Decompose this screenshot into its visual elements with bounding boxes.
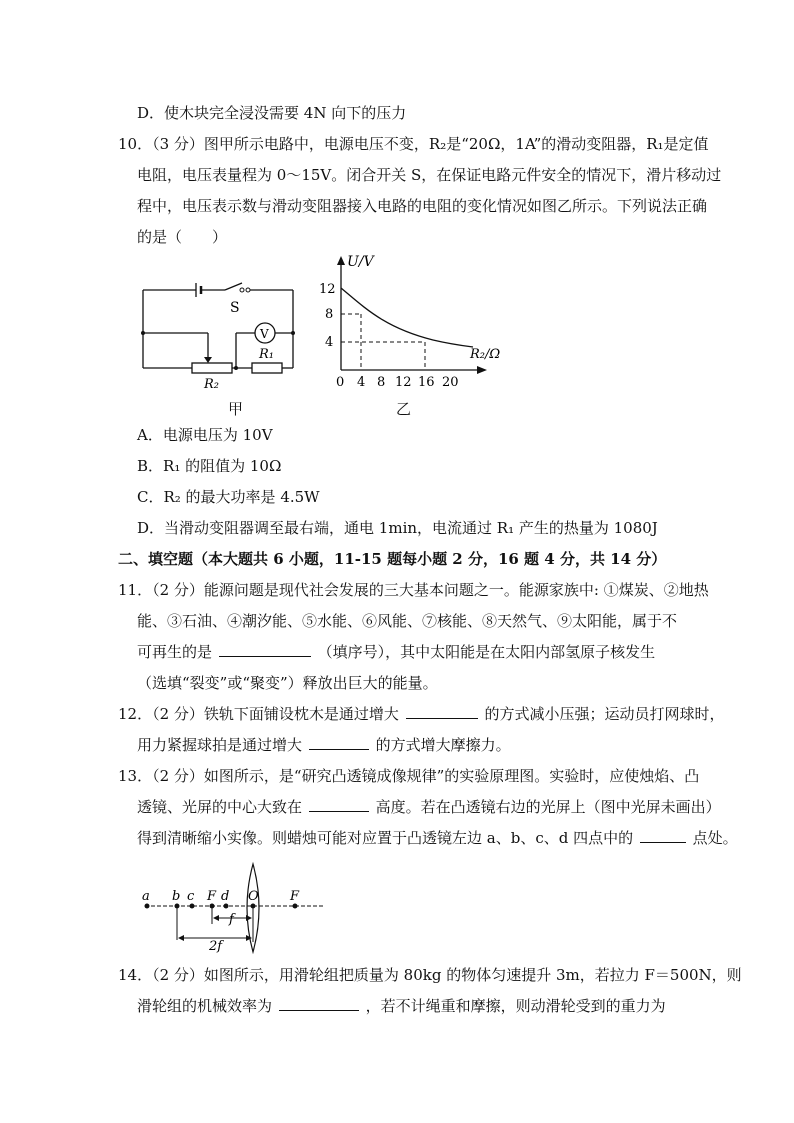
q11-blank-1[interactable] [219, 642, 311, 657]
q12-blank-2[interactable] [309, 735, 369, 750]
point-a [145, 904, 150, 909]
q13-line-3-start: 得到清晰缩小实像。则蜡烛可能对应置于凸透镜左边 a、b、c、d 四点中的 [137, 829, 634, 847]
q12-line-2 [137, 735, 511, 755]
q12-line-1 [118, 704, 724, 724]
label-a: a [142, 889, 150, 904]
y-tick-8: 8 [325, 307, 334, 322]
q11-line-2: 能、③石油、④潮汐能、⑤水能、⑥风能、⑦核能、⑧天然气、⑨太阳能，属于不 [137, 612, 678, 630]
y-axis-label: U/V [347, 254, 374, 270]
q10-stem-line-1: 10．（3 分）图甲所示电路中，电源电压不变，R₂是“20Ω，1A”的滑动变阻器，R₁是定值 [118, 135, 709, 153]
x-tick-0: 0 [336, 375, 345, 390]
point-d [224, 904, 229, 909]
lens-diagram [137, 860, 337, 955]
point-f-right [293, 904, 298, 909]
q13-blank-1[interactable] [309, 797, 369, 812]
q13-line-2-start: 透镜、光屏的中心大致在 [137, 798, 303, 816]
q10-stem-line-3: 程中，电压表示数与滑动变阻器接入电路的电阻的变化情况如图乙所示。下列说法正确 [137, 197, 708, 215]
label-f-right: F [290, 889, 300, 904]
label-d: d [221, 889, 230, 904]
q10-option-b: B．R₁ 的阻值为 10Ω [137, 457, 282, 475]
q11-line-4: （选填“裂变”或“聚变”）释放出巨大的能量。 [137, 674, 438, 692]
point-c [190, 904, 195, 909]
label-f-left: F [207, 889, 217, 904]
x-tick-4: 4 [357, 375, 366, 390]
slider-arrow-icon [204, 357, 212, 363]
q10-stem-line-4: 的是（ ） [137, 228, 228, 246]
r1-label: R₁ [259, 347, 274, 362]
q10-option-a: A．电源电压为 10V [137, 426, 273, 444]
graph-caption: 乙 [396, 400, 412, 418]
q13-line-3-end: 点处。 [692, 829, 738, 847]
label-c: c [187, 889, 195, 904]
voltage-resistance-graph [305, 248, 515, 398]
x-tick-12: 12 [395, 375, 412, 390]
q13-blank-2[interactable] [640, 828, 686, 843]
q10-stem-line-2: 电阻，电压表量程为 0～15V。闭合开关 S，在保证电路元件安全的情况下，滑片移动过 [137, 166, 722, 184]
q14-line-2-start: 滑轮组的机械效率为 [137, 997, 273, 1015]
label-f-distance: f [229, 912, 234, 927]
y-axis-arrow-icon [337, 256, 345, 265]
r2-resistor [192, 363, 232, 373]
q13-line-2 [137, 797, 721, 817]
q12-blank-1[interactable] [406, 704, 478, 719]
circuit-caption: 甲 [228, 400, 244, 418]
r2-label: R₂ [204, 377, 219, 392]
q10-option-d: D．当滑动变阻器调至最右端，通电 1min，电流通过 R₁ 产生的热量为 1080J [137, 519, 658, 537]
q12-line-1-start: 12．（2 分）铁轨下面铺设枕木是通过增大 [118, 705, 399, 723]
q12-line-2-start: 用力紧握球拍是通过增大 [137, 736, 303, 754]
q13-line-3 [137, 828, 738, 848]
y-tick-12: 12 [319, 282, 336, 297]
q11-line-3 [137, 642, 655, 662]
point-b [175, 904, 180, 909]
label-2f-distance: 2f [209, 939, 223, 954]
q14-line-2 [137, 996, 666, 1016]
circuit-diagram [130, 270, 310, 420]
label-b: b [172, 889, 181, 904]
section-2-heading: 二、填空题（本大题共 6 小题，11-15 题每小题 2 分，16 题 4 分，共 14 分） [118, 550, 667, 568]
switch-blade [225, 283, 242, 290]
x-axis-arrow-icon [477, 366, 487, 374]
x-tick-16: 16 [418, 375, 435, 390]
q14-line-2-end: ，若不计绳重和摩擦，则动滑轮受到的重力为 [365, 997, 666, 1015]
point-o [251, 904, 256, 909]
q11-line-1: 11．（2 分）能源问题是现代社会发展的三大基本问题之一。能源家族中: ①煤炭、②地热 [118, 581, 709, 599]
switch-label: S [230, 300, 240, 316]
r1-resistor [252, 363, 282, 373]
q13-line-2-end: 高度。若在凸透镜右边的光屏上（图中光屏未画出） [375, 798, 721, 816]
point-f-left [210, 904, 215, 909]
q12-line-2-end: 的方式增大摩擦力。 [375, 736, 511, 754]
x-tick-20: 20 [442, 375, 459, 390]
q12-line-1-end: 的方式减小压强；运动员打网球时， [484, 705, 725, 723]
q14-line-1: 14．（2 分）如图所示，用滑轮组把质量为 80kg 的物体匀速提升 3m，若拉力 F＝500N，则 [118, 966, 742, 984]
q10-option-c: C．R₂ 的最大功率是 4.5W [137, 488, 320, 506]
q9-option-d: D．使木块完全浸没需要 4N 向下的压力 [137, 104, 407, 122]
q14-blank-1[interactable] [279, 996, 359, 1011]
label-o: O [248, 889, 259, 904]
x-axis-label: R₂/Ω [470, 347, 501, 362]
q11-line-3-start: 可再生的是 [137, 643, 213, 661]
x-tick-8: 8 [377, 375, 386, 390]
voltmeter-label: V [260, 327, 269, 341]
q13-line-1: 13．（2 分）如图所示，是“研究凸透镜成像规律”的实验原理图。实验时，应使烛焰、凸 [118, 767, 700, 785]
q11-line-3-end: （填序号），其中太阳能是在太阳内部氢原子核发生 [317, 643, 656, 661]
y-tick-4: 4 [325, 335, 334, 350]
